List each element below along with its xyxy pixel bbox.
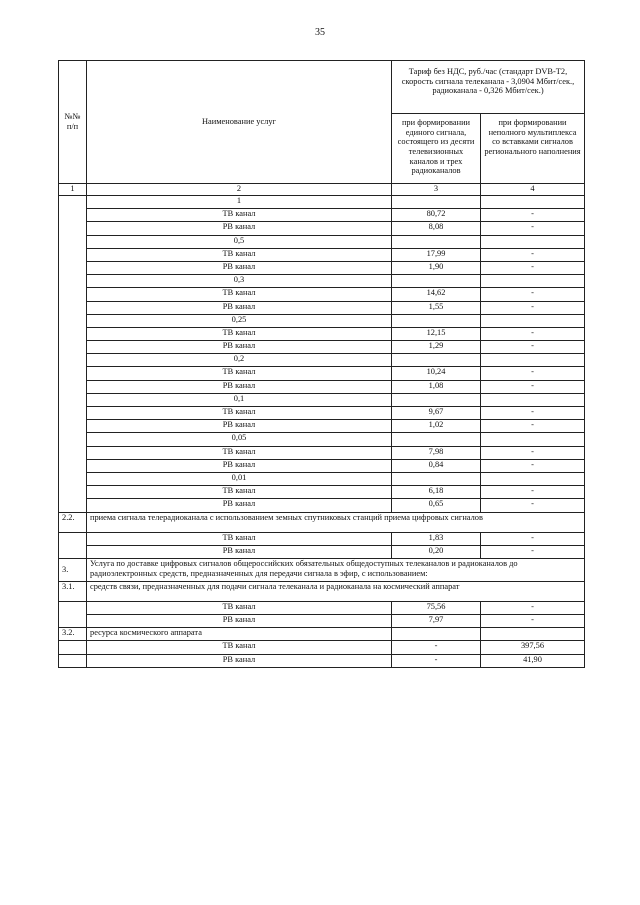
coefficient-row	[59, 354, 585, 367]
section-3-1-row	[59, 581, 585, 601]
dash: -	[481, 420, 585, 433]
section-number: 3.	[59, 558, 87, 581]
tariff-table	[58, 60, 585, 668]
section-text: ресурса космического аппарата	[87, 628, 392, 641]
section-number: 3.1.	[59, 581, 87, 601]
tv-label: ТВ канал	[87, 327, 392, 340]
tv-value: 397,56	[481, 641, 585, 654]
rv-value: 1,29	[392, 341, 481, 354]
tv-label: ТВ канал	[87, 209, 392, 222]
table-row	[59, 380, 585, 393]
coefficient-row	[59, 472, 585, 485]
rv-value: 1,55	[392, 301, 481, 314]
rv-value: 41,90	[481, 654, 585, 667]
tv-value: 12,15	[392, 327, 481, 340]
header-col4: при формировании неполного мультиплекса со вставками сигналов регионального наполнения	[481, 114, 585, 184]
rv-label: РВ канал	[87, 545, 392, 558]
rv-label: РВ канал	[87, 459, 392, 472]
coefficient-value: 0,3	[87, 275, 392, 288]
coefficient-groups	[59, 196, 585, 513]
coefficient-row	[59, 433, 585, 446]
page-number: 35	[315, 27, 325, 38]
dash: -	[481, 301, 585, 314]
tv-value: 80,72	[392, 209, 481, 222]
rv-label: РВ канал	[87, 380, 392, 393]
tv-value: 10,24	[392, 367, 481, 380]
table-row	[59, 367, 585, 380]
coefficient-row	[59, 314, 585, 327]
section-text: средств связи, предназначенных для подачи сигнала телеканала и радиоканала на космический аппарат	[87, 581, 585, 601]
rv-value: 1,90	[392, 261, 481, 274]
table-row	[59, 641, 585, 654]
table-row	[59, 222, 585, 235]
header-col3: при формировании единого сигнала, состоящего из десяти телевизионных каналов и трех радиоканалов	[392, 114, 481, 184]
tv-label: ТВ канал	[87, 367, 392, 380]
tv-label: ТВ канал	[87, 486, 392, 499]
tv-value: 1,83	[392, 532, 481, 545]
dash: -	[481, 327, 585, 340]
dash: -	[481, 380, 585, 393]
coefficient-value: 0,2	[87, 354, 392, 367]
coefficient-row	[59, 235, 585, 248]
section-text: Услуга по доставке цифровых сигналов общероссийских обязательных общедоступных телеканалов и радиоканалов до радиоэлектронных средств, предназначенных для передачи сигнала в эфир, с использованием:	[87, 558, 585, 581]
dash: -	[481, 367, 585, 380]
coefficient-value: 0,05	[87, 433, 392, 446]
coefficient-value: 0,25	[87, 314, 392, 327]
rv-label: РВ канал	[87, 654, 392, 667]
idx-4: 4	[481, 184, 585, 196]
dash: -	[481, 341, 585, 354]
dash: -	[481, 261, 585, 274]
tv-value: 9,67	[392, 407, 481, 420]
coefficient-value: 0,01	[87, 472, 392, 485]
rv-label: РВ канал	[87, 499, 392, 512]
dash: -	[481, 545, 585, 558]
tv-label: ТВ канал	[87, 532, 392, 545]
dash: -	[481, 222, 585, 235]
dash: -	[481, 532, 585, 545]
dash: -	[481, 615, 585, 628]
dash: -	[392, 654, 481, 667]
table-row	[59, 459, 585, 472]
table-row	[59, 601, 585, 614]
section-number: 3.2.	[59, 628, 87, 641]
header-col-number: №№ п/п	[59, 61, 87, 184]
rv-value: 0,20	[392, 545, 481, 558]
dash: -	[481, 601, 585, 614]
table-row	[59, 209, 585, 222]
tv-label: ТВ канал	[87, 446, 392, 459]
rv-value: 8,08	[392, 222, 481, 235]
idx-3: 3	[392, 184, 481, 196]
rv-label: РВ канал	[87, 301, 392, 314]
section-number: 2.2.	[59, 512, 87, 532]
table-row	[59, 420, 585, 433]
table-row	[59, 341, 585, 354]
header-tariff: Тариф без НДС, руб./час (стандарт DVB-T2, скорость сигнала телеканала - 3,0904 Мбит/сек., радиоканала - 0,326 Мбит/сек.)	[392, 61, 585, 114]
table-row	[59, 301, 585, 314]
section-2-2-row	[59, 512, 585, 532]
dash: -	[481, 407, 585, 420]
table-row	[59, 532, 585, 545]
idx-2: 2	[87, 184, 392, 196]
tv-label: ТВ канал	[87, 641, 392, 654]
section-text: приема сигнала телерадиоканала с использованием земных спутниковых станций приема цифровых сигналов	[87, 512, 585, 532]
table-row	[59, 327, 585, 340]
header-col-name: Наименование услуг	[87, 61, 392, 184]
tv-value: 7,98	[392, 446, 481, 459]
rv-value: 0,84	[392, 459, 481, 472]
dash: -	[481, 459, 585, 472]
section-3-row	[59, 558, 585, 581]
rv-label: РВ канал	[87, 341, 392, 354]
coefficient-row	[59, 393, 585, 406]
rv-label: РВ канал	[87, 615, 392, 628]
tv-value: 6,18	[392, 486, 481, 499]
rv-value: 1,02	[392, 420, 481, 433]
coefficient-value: 0,5	[87, 235, 392, 248]
tv-label: ТВ канал	[87, 248, 392, 261]
dash: -	[481, 446, 585, 459]
table-row	[59, 615, 585, 628]
table-row	[59, 407, 585, 420]
table-row	[59, 248, 585, 261]
tv-value: 17,99	[392, 248, 481, 261]
dash: -	[481, 248, 585, 261]
idx-1: 1	[59, 184, 87, 196]
rv-label: РВ канал	[87, 261, 392, 274]
table-row	[59, 545, 585, 558]
tv-label: ТВ канал	[87, 288, 392, 301]
rv-value: 0,65	[392, 499, 481, 512]
dash: -	[481, 486, 585, 499]
tv-label: ТВ канал	[87, 407, 392, 420]
dash: -	[481, 209, 585, 222]
table-row	[59, 446, 585, 459]
rv-label: РВ канал	[87, 222, 392, 235]
column-index-row	[59, 184, 585, 196]
header-row	[59, 61, 585, 114]
coefficient-row	[59, 196, 585, 209]
dash: -	[481, 288, 585, 301]
table-row	[59, 261, 585, 274]
rv-value: 7,97	[392, 615, 481, 628]
dash: -	[481, 499, 585, 512]
tv-value: 75,56	[392, 601, 481, 614]
table-row	[59, 486, 585, 499]
coefficient-row	[59, 275, 585, 288]
tv-label: ТВ канал	[87, 601, 392, 614]
section-3-2-row	[59, 628, 585, 641]
table-row	[59, 288, 585, 301]
coefficient-value: 0,1	[87, 393, 392, 406]
rv-value: 1,08	[392, 380, 481, 393]
dash: -	[392, 641, 481, 654]
coefficient-value: 1	[87, 196, 392, 209]
table-row	[59, 499, 585, 512]
tv-value: 14,62	[392, 288, 481, 301]
rv-label: РВ канал	[87, 420, 392, 433]
table-row	[59, 654, 585, 667]
